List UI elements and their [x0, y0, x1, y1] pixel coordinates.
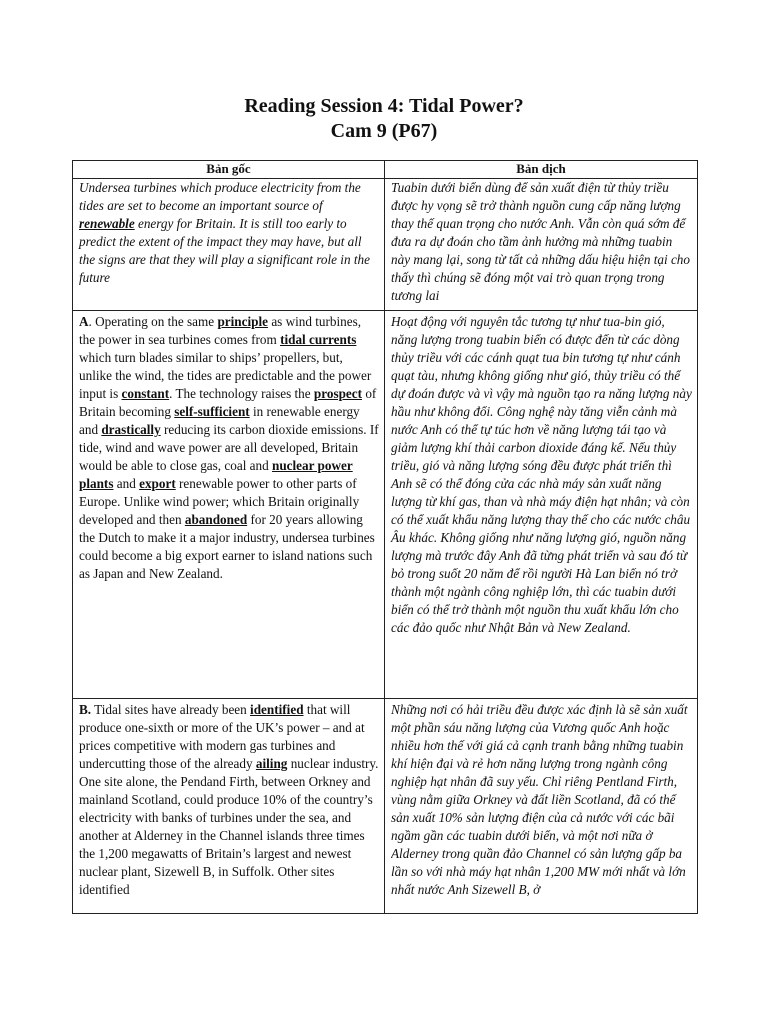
para-a-translation-cell: Hoạt động với nguyên tắc tương tự như tua-bin gió, năng lượng trong tuabin biển có được đến từ các dòng thủy triều với các cánh quạt tua bin tương tự như cánh quạt tàu, nhưng không giống như gió, thủy triều có thể dự đoán được và vì vậy mà nguồn tạo ra năng lượng này hầu như không đổi. Công nghệ này tăng viễn cảnh mà nước Anh có thể tự túc hơn về năng lượng tái tạo và giảm lượng khí thải carbon dioxide đáng kể. Nếu thủy triều, gió và năng lượng sóng đều được phát triển thì Anh sẽ có thể đóng cửa các nhà máy sản xuất năng lượng từ khí gas, than và nhà máy điện hạt nhân; và còn có thể xuất khẩu năng lượng thay thế cho các nước châu Âu khác. Không giống như năng lượng gió, nguồn năng lượng mà trước đây Anh đã từng phát triển và sau đó từ bỏ trong suốt 20 năm để rồi người Hà Lan biến nó trở thành một ngành công nghiệp lớn, thì các tuabin dưới biển có thể trở thành một nguồn thu xuất khẩu lớn cho các đảo quốc như Nhật Bản và New Zealand. [385, 311, 698, 699]
keyword-constant: constant [121, 386, 170, 401]
para-b-text: nuclear industry. One site alone, the Pendand Firth, between Orkney and mainland Scotland, could produce 10% of the country’s electricity with banks of turbines under the sea, and another at Alderney in the Channel islands three times the 1,200 megawatts of Britain’s largest and newest nuclear plant, Sizewell B, in Suffolk. Other sites identified [79, 756, 379, 897]
para-a-text: and [113, 476, 140, 491]
intro-original-cell [73, 179, 385, 311]
keyword-tidal-currents: tidal currents [280, 332, 357, 347]
para-a-text: . Operating on the same [88, 314, 218, 329]
para-a-text: as wind turbines, the power in sea turbines comes from [79, 314, 362, 347]
keyword-ailing: ailing [255, 756, 288, 771]
header-original: Bản gốc [73, 161, 385, 179]
translation-table [72, 160, 698, 914]
para-b-translation-text: Những nơi có hải triều đều được xác định là sẽ sản xuất một phần sáu năng lượng của Vương quốc Anh hoặc nhiều hơn thế với giá cả cạnh tranh bằng những tuabin khí hiện đại và rẻ hơn năng lượng trong ngành công nghiệp hạt nhân đã suy yếu. Chỉ riêng Pentland Firth, vùng nằm giữa Orkney và đất liền Scotland, đã có thể sản xuất 10% sản lượng điện của cả nước với các bãi ngầm gần các tuabin dưới biển, và một nơi nữa ở Alderney trong quần đảo Channel có sản lượng gấp ba lần so với nhà máy hạt nhân 1,200 MW mới nhất và lớn nhất nước Anh Sizewell B, ở [391, 702, 688, 897]
keyword-identified: identified [250, 702, 304, 717]
document-subtitle: Cam 9 (P67) [330, 120, 438, 142]
para-b-label: B. [79, 702, 92, 717]
para-b-original-cell [73, 699, 385, 914]
intro-translation-cell: Tuabin dưới biển dùng để sản xuất điện từ thủy triều được hy vọng sẽ trở thành nguồn cung cấp năng lượng thay thế quan trọng cho nước Anh. Vẫn còn quá sớm để đưa ra dự đoán cho tầm ảnh hưởng mà những tuabin này mang lại, song từ tất cả những dấu hiệu hiện tại cho thấy thì chúng sẽ đóng một vai trò quan trọng trong tương lai [385, 179, 698, 311]
table-row-paragraph-b [73, 699, 698, 914]
para-a-label: A [79, 314, 89, 329]
para-a-text: which turn blades similar to ships’ propellers, but, unlike the wind, the tides are predictable and the power input is [79, 350, 372, 401]
intro-text-1: Undersea turbines which produce electricity from the tides are set to become an important source of [79, 180, 361, 213]
para-a-text: for 20 years allowing the Dutch to make it a major industry, undersea turbines could become a big export earner to island nations such as Japan and New Zealand. [79, 512, 375, 581]
keyword-renewable: renewable [79, 216, 135, 231]
keyword-prospect: prospect [313, 386, 363, 401]
keyword-abandoned: abandoned [184, 512, 248, 527]
para-a-text: reducing its carbon dioxide emissions. If tide, wind and wave power are all developed, Britain would be able to close gas, coal and [79, 422, 379, 473]
para-a-text: in renewable energy and [79, 404, 360, 437]
table-header-row [73, 161, 698, 179]
keyword-export: export [139, 476, 176, 491]
keyword-drastically: drastically [101, 422, 161, 437]
para-b-translation-cell [385, 699, 698, 914]
keyword-nuclear-power-plants: nuclear power plants [79, 458, 353, 491]
para-a-text: of Britain becoming [79, 386, 377, 419]
table-row-intro [73, 179, 698, 311]
para-a-original-cell [73, 311, 385, 699]
para-a-text: . The technology raises the [169, 386, 314, 401]
para-b-text: that will produce one-sixth or more of the UK’s power – and at prices competitive with modern gas turbines and undercutting those of the already [79, 702, 365, 771]
para-a-text: renewable power to other parts of Europe. Unlike wind power; which Britain originally developed and then [79, 476, 360, 527]
keyword-self-sufficient: self-sufficient [174, 404, 250, 419]
document-title: Reading Session 4: Tidal Power? [244, 95, 524, 117]
keyword-principle: principle [217, 314, 269, 329]
intro-text-2: energy for Britain. It is still too early to predict the extent of the impact they may have, but all the signs are that they will play a significant role in the future [79, 216, 370, 285]
header-translation: Bản dịch [385, 161, 698, 179]
table-row-paragraph-a [73, 311, 698, 699]
para-b-text: Tidal sites have already been [91, 702, 251, 717]
